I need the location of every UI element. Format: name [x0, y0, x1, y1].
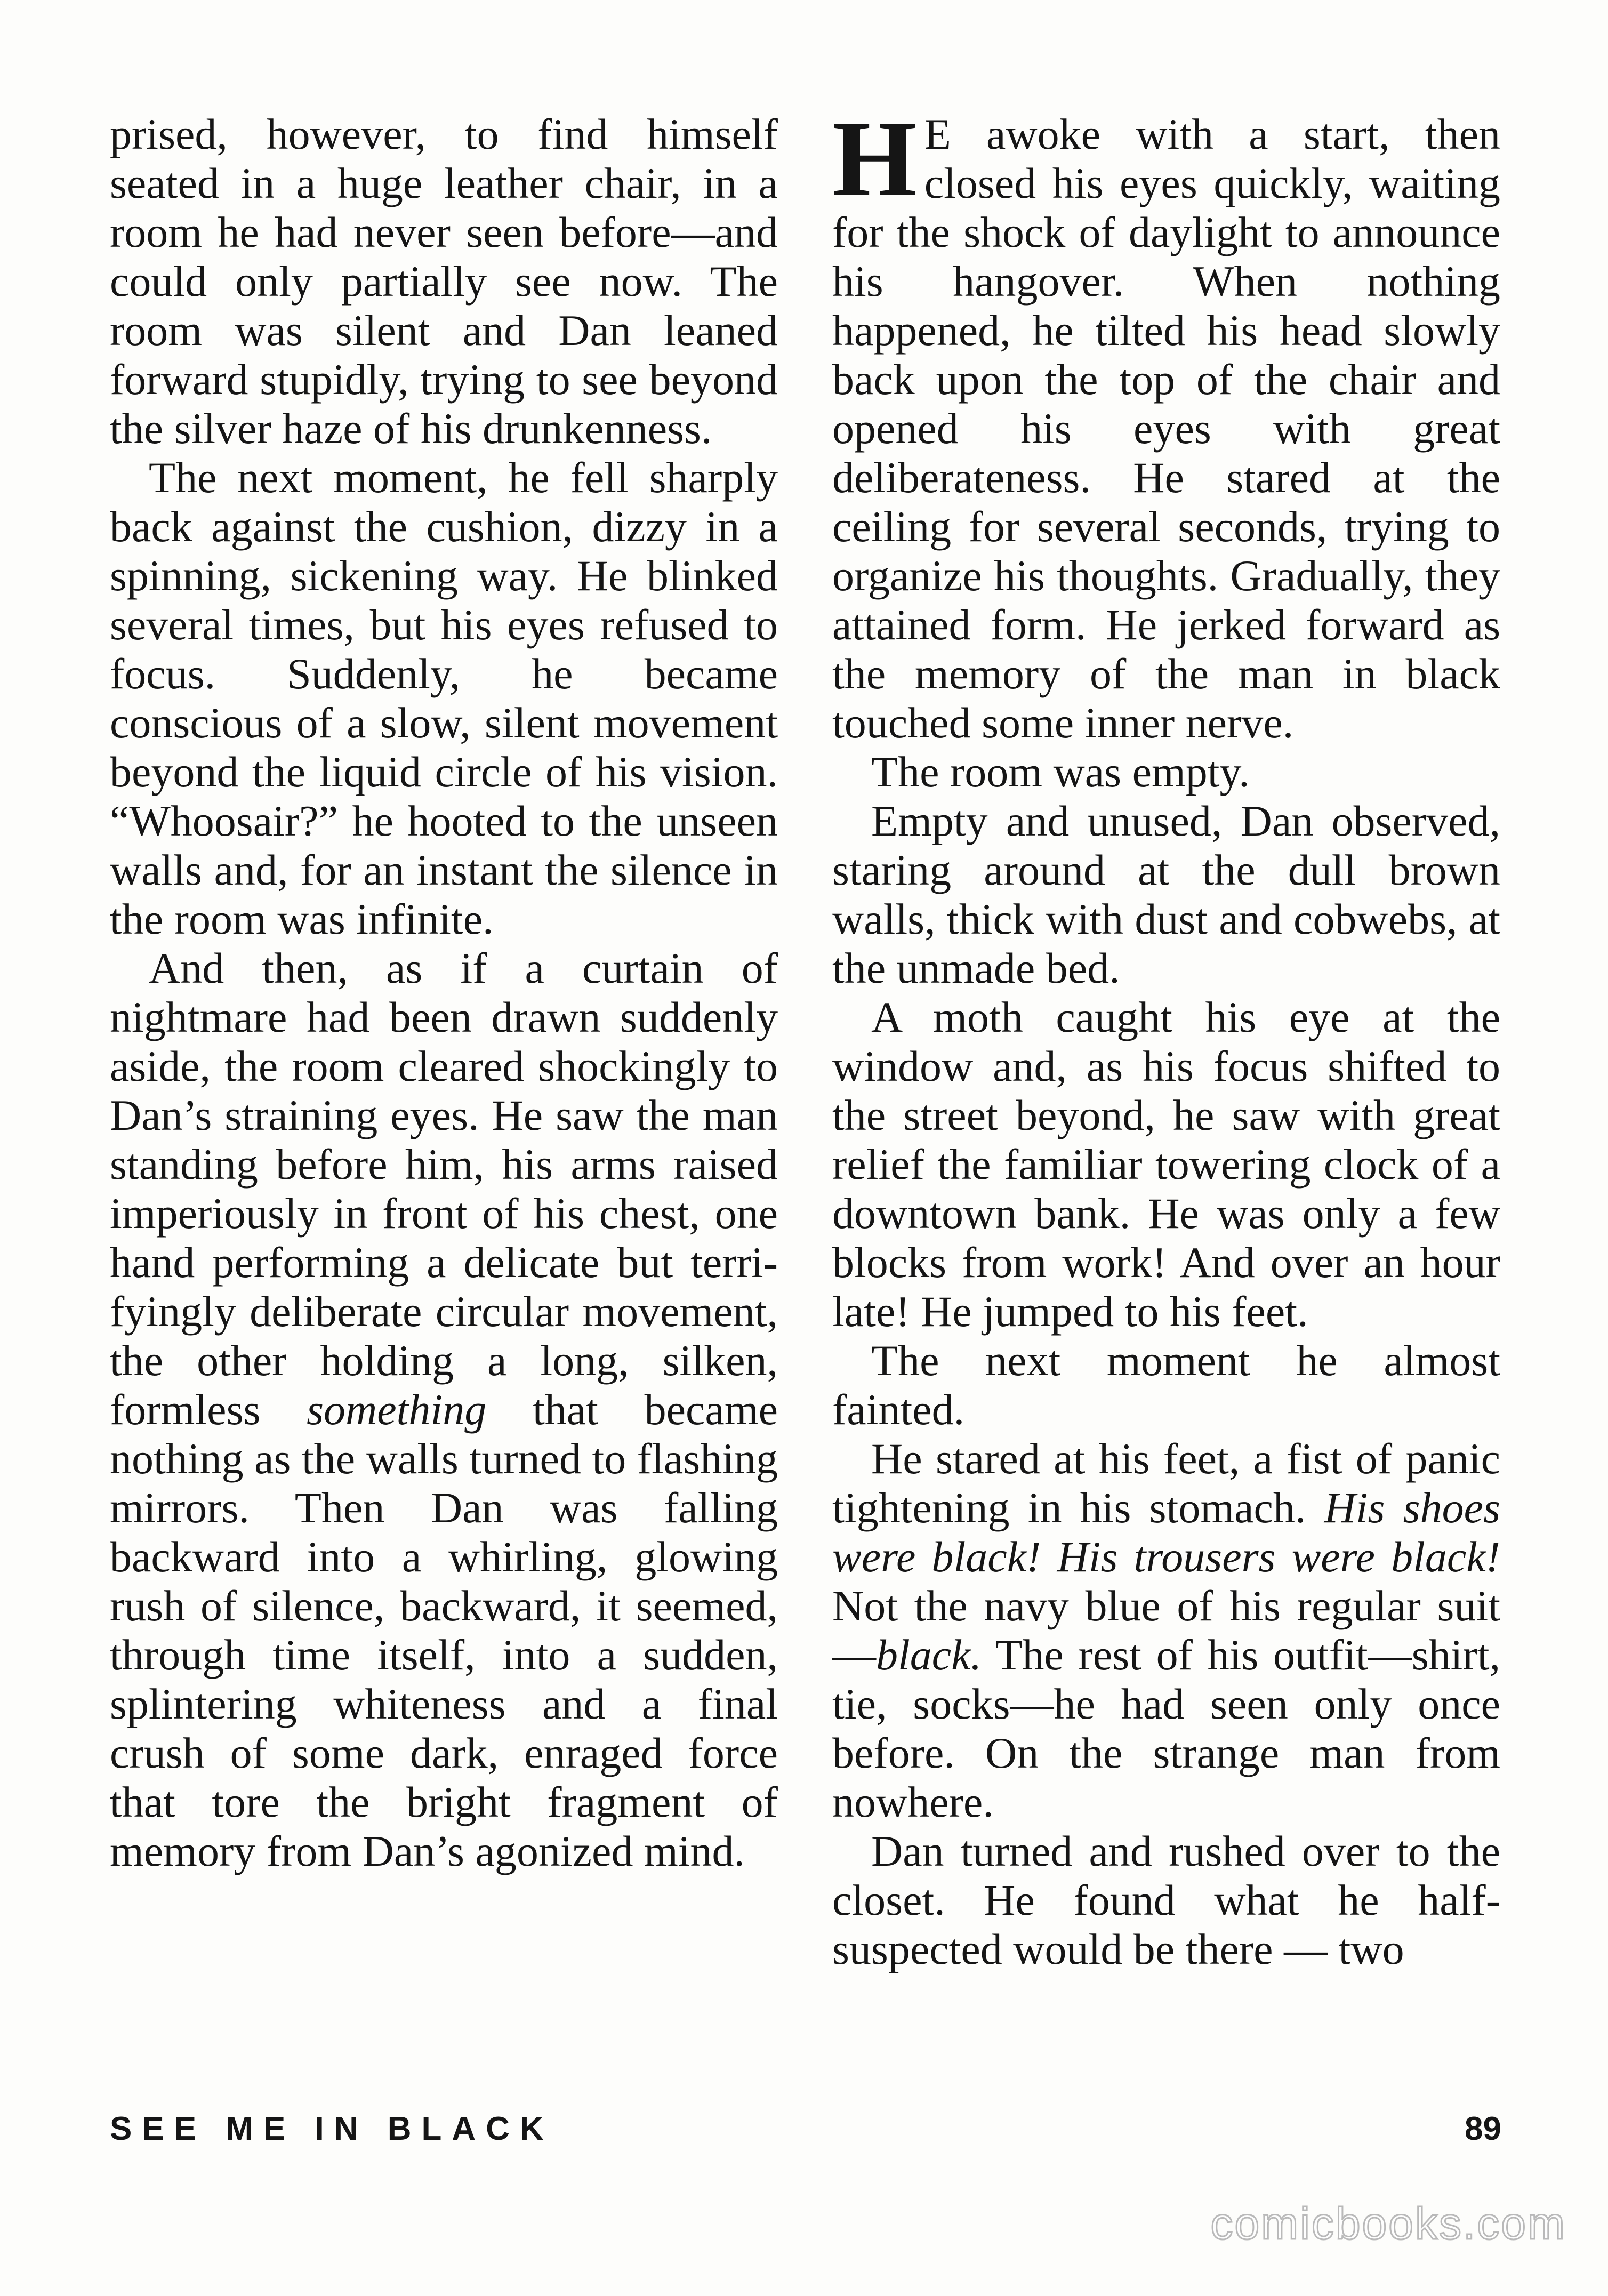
paragraph: The next moment he almost fainted. — [832, 1336, 1500, 1434]
paragraph: Dan turned and rushed over to the closet. He found what he halfsuspected would be there — two — [832, 1827, 1500, 1973]
paragraph-text: The rest of his outfit—shirt, tie, socks—he had seen only once before. On the strange man from nowhere. — [832, 1631, 1500, 1826]
paragraph-text: Not the navy blue of his regular suit— — [832, 1581, 1500, 1679]
text-column-right — [832, 99, 1500, 1974]
text-column-left — [110, 110, 778, 1876]
paragraph: Empty and unused, Dan observed, staring around at the dull brown walls, thick with dust and cobwebs, at the unmade bed. — [832, 797, 1500, 992]
italic-text: black. — [876, 1631, 982, 1679]
paragraph-text: that became nothing as the walls turned to flashing mirrors. Then Dan was falling backward into a whirling, glowing rush of silence, backward, it seemed, through time itself, into a sudden, splintering whiteness and a final crush of some dark, enraged force that tore the bright fragment of memory from Dan’s agonized mind. — [110, 1385, 778, 1875]
paragraph — [832, 99, 1500, 748]
running-title: SEE ME IN BLACK — [110, 2110, 554, 2147]
drop-cap: H — [832, 99, 917, 219]
paragraph-text: E awoke with a start, then closed his eyes quickly, waiting for the shock of daylight to announce his hangover. When nothing happened, he tilted his head slowly back upon the top of the chair and opened his eyes with great deliberateness. He stared at the ceiling for several seconds, trying to organize his thoughts. Gradually, they attained form. He jerked forward as the memory of the man in black touched some inner nerve. — [832, 110, 1500, 747]
site-watermark: comicbooks.com — [1210, 2198, 1566, 2249]
paragraph — [110, 944, 778, 1876]
paragraph: The next moment, he fell sharply back against the cushion, dizzy in a spinning, sickening way. He blinked several times, but his eyes refused to focus. Suddenly, he became conscious of a slow, silent movement beyond the liquid circle of his vision. “Whoosair?” he hooted to the unseen walls and, for an instant the silence in the room was infinite. — [110, 453, 778, 943]
paragraph: A moth caught his eye at the window and, as his focus shifted to the street beyond, he saw with great relief the familiar towering clock of a downtown bank. He was only a few blocks from work! And over an hour late! He jumped to his feet. — [832, 993, 1500, 1336]
paragraph — [832, 1434, 1500, 1827]
paragraph: prised, however, to find himself seated in a huge leather chair, in a room he had never seen before—and could only partially see now. The room was silent and Dan leaned forward stupidly, trying to see beyond the silver haze of his drunkenness. — [110, 110, 778, 453]
paragraph: The room was empty. — [871, 748, 1250, 796]
paragraph-text: And then, as if a curtain of nightmare had been drawn suddenly aside, the room cleared shockingly to Dan’s straining eyes. He saw the man standing before him, his arms raised imperiously in front of his chest, one hand performing a delicate but terrifyingly deliberate circular movement, the other holding a long, silken, formless — [110, 944, 778, 1434]
italic-text: something — [307, 1385, 487, 1434]
page-number: 89 — [1465, 2110, 1501, 2147]
italic-text: His shoes were black! His trousers were black! — [832, 1483, 1500, 1581]
paragraph-text: He stared at his feet, a fist of panic tightening in his stomach. — [832, 1434, 1500, 1532]
